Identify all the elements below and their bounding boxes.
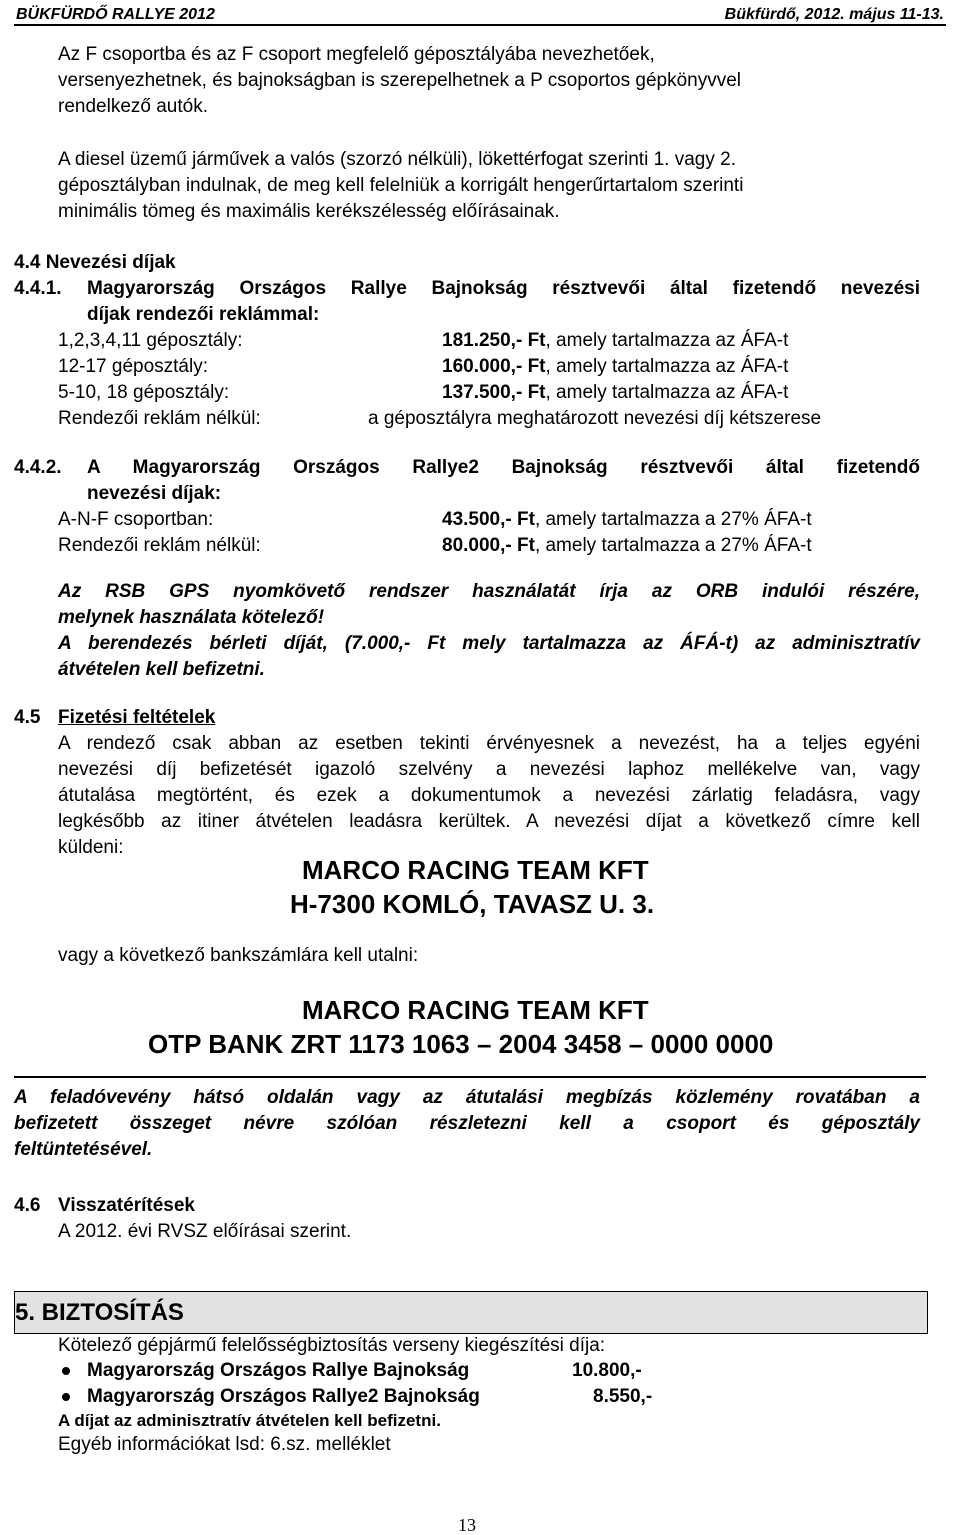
fee-class-label: 1,2,3,4,11 géposztály: [58,330,243,351]
text-line: átutalása megtörtént, és ezek a dokumentumok a nevezési zárlatig feladásra, vagy [58,785,920,806]
fee-class-label: 12-17 géposztály: [58,356,208,377]
bullet-icon [62,1367,70,1375]
fee-note: , amely tartalmazza az ÁFA-t [545,330,789,351]
fee-row-no-ad [58,406,822,432]
section-5-heading-box [14,1291,928,1334]
insurance-item-label: Magyarország Országos Rallye2 Bajnokság [87,1386,480,1407]
text-line: A rendező csak abban az esetben tekinti érvényesnek a nevezést, ha a teljes egyéni [58,733,920,754]
section-4-4-2-title-cont: nevezési díjak: [87,483,222,504]
section-4-5-title: Fizetési feltételek [58,707,216,728]
fee-note: , amely tartalmazza a 27% ÁFA-t [534,509,812,530]
page-number: 13 [458,1515,476,1535]
section-4-4-1-title-cont: díjak rendezői reklámmal: [87,304,320,325]
section-4-4-2-number: 4.4.2. [14,457,62,478]
section-4-5-number: 4.5 [14,707,41,728]
intro-paragraph-2 [58,147,920,225]
fee-note: , amely tartalmazza a 27% ÁFA-t [534,535,812,556]
mailing-address-company: MARCO RACING TEAM KFT [302,855,649,885]
section-4-6-title: Visszatérítések [58,1195,195,1216]
section-4-6-body: A 2012. évi RVSZ előírásai szerint. [58,1221,352,1242]
section-4-4-title: 4.4 Nevezési díjak [14,252,176,273]
gps-notice-line: A berendezés bérleti díját, (7.000,- Ft mely tartalmazza az ÁFÁ-t) az adminisztratív [58,633,920,654]
payment-terms-paragraph [58,731,920,861]
insurance-intro: Kötelező gépjármű felelősségbiztosítás verseny kiegészítési díja: [58,1335,606,1356]
text-line: A diesel üzemű járművek a valós (szorzó nélküli), lökettérfogat szerinti 1. vagy 2. [58,149,736,170]
fee-amount: 43.500,- Ft [442,509,535,530]
section-5-title: 5. BIZTOSÍTÁS [15,1299,184,1326]
fee-note: a géposztályra meghatározott nevezési díj kétszerese [368,408,822,429]
text-line: géposztályban indulnak, de meg kell felelniük a korrigált hengerűrtartalom szerinti [58,175,744,196]
text-line: Az F csoportba és az F csoport megfelelő géposztályába nevezhetőek, [58,44,655,65]
text-line: küldeni: [58,837,124,858]
text-line: minimális tömeg és maximális kerékszélesség előírásainak. [58,201,560,222]
fee-note: , amely tartalmazza az ÁFA-t [545,382,789,403]
text-line: rendelkező autók. [58,96,208,117]
gps-notice-line: Az RSB GPS nyomkövető rendszer használatát írja az ORB indulói részére, [58,581,920,602]
fee-row [58,328,789,354]
fee-row [58,354,789,380]
bank-transfer-intro: vagy a következő bankszámlára kell utalni: [58,945,419,966]
insurance-more-info: Egyéb információkat lsd: 6.sz. melléklet [58,1434,391,1455]
fee-class-label: 5-10, 18 géposztály: [58,382,230,403]
gps-notice-line: átvételen kell befizetni. [58,659,265,680]
intro-paragraph-1 [58,42,920,120]
fee-amount: 137.500,- Ft [442,382,546,403]
mailing-address-street: H-7300 KOMLÓ, TAVASZ U. 3. [290,889,655,919]
bank-account-number: OTP BANK ZRT 1173 1063 – 2004 3458 – 0000 0000 [148,1029,774,1059]
fee-row [58,533,812,559]
fee-class-label: Rendezői reklám nélkül: [58,408,261,429]
fee-note: , amely tartalmazza az ÁFA-t [545,356,789,377]
section-4-4-1-number: 4.4.1. [14,278,62,299]
insurance-item-value: 8.550,- [593,1386,653,1407]
fee-class-label: Rendezői reklám nélkül: [58,535,261,556]
section-4-4-1-title: Magyarország Országos Rallye Bajnokság résztvevői által fizetendő nevezési [87,278,920,299]
payment-notice-line: feltüntetésével. [14,1139,153,1160]
notice-top-rule [14,1076,926,1078]
insurance-payment-note: A díjat az adminisztratív átvételen kell befizetni. [58,1411,441,1430]
text-line: versenyezhetnek, és bajnokságban is szerepelhetnek a P csoportos gépkönyvvel [58,70,742,91]
fee-row [58,507,812,533]
gps-notice-line: melynek használata kötelező! [58,607,325,628]
insurance-item-value: 10.800,- [572,1360,642,1381]
fee-amount: 181.250,- Ft [442,330,546,351]
header-event-title: BÜKFÜRDŐ RALLYE 2012 [16,6,215,23]
fee-class-label: A-N-F csoportban: [58,509,214,530]
payment-notice-line: A feladóvevény hátsó oldalán vagy az átutalási megbízás közlemény rovatában a [14,1087,920,1108]
fee-row [58,380,789,406]
text-line: nevezési díj befizetését igazoló szelvény a nevezési laphoz mellékelve van, vagy [58,759,920,780]
payment-notice-line: befizetett összeget névre szólóan részletezni kell a csoport és géposztály [14,1113,920,1134]
section-4-6-number: 4.6 [14,1195,41,1216]
fee-amount: 160.000,- Ft [442,356,546,377]
bank-account-holder: MARCO RACING TEAM KFT [302,995,649,1025]
header-divider [14,24,946,26]
text-line: legkésőbb az itiner átvételen leadásra kerültek. A nevezési díjat a következő címre kell [58,811,920,832]
fee-amount: 80.000,- Ft [442,535,535,556]
header-event-date: Bükfürdő, 2012. május 11-13. [724,6,944,23]
bullet-icon [62,1393,70,1401]
insurance-item-label: Magyarország Országos Rallye Bajnokság [87,1360,470,1381]
section-4-4-2-title: A Magyarország Országos Rallye2 Bajnokság résztvevői által fizetendő [87,457,920,478]
